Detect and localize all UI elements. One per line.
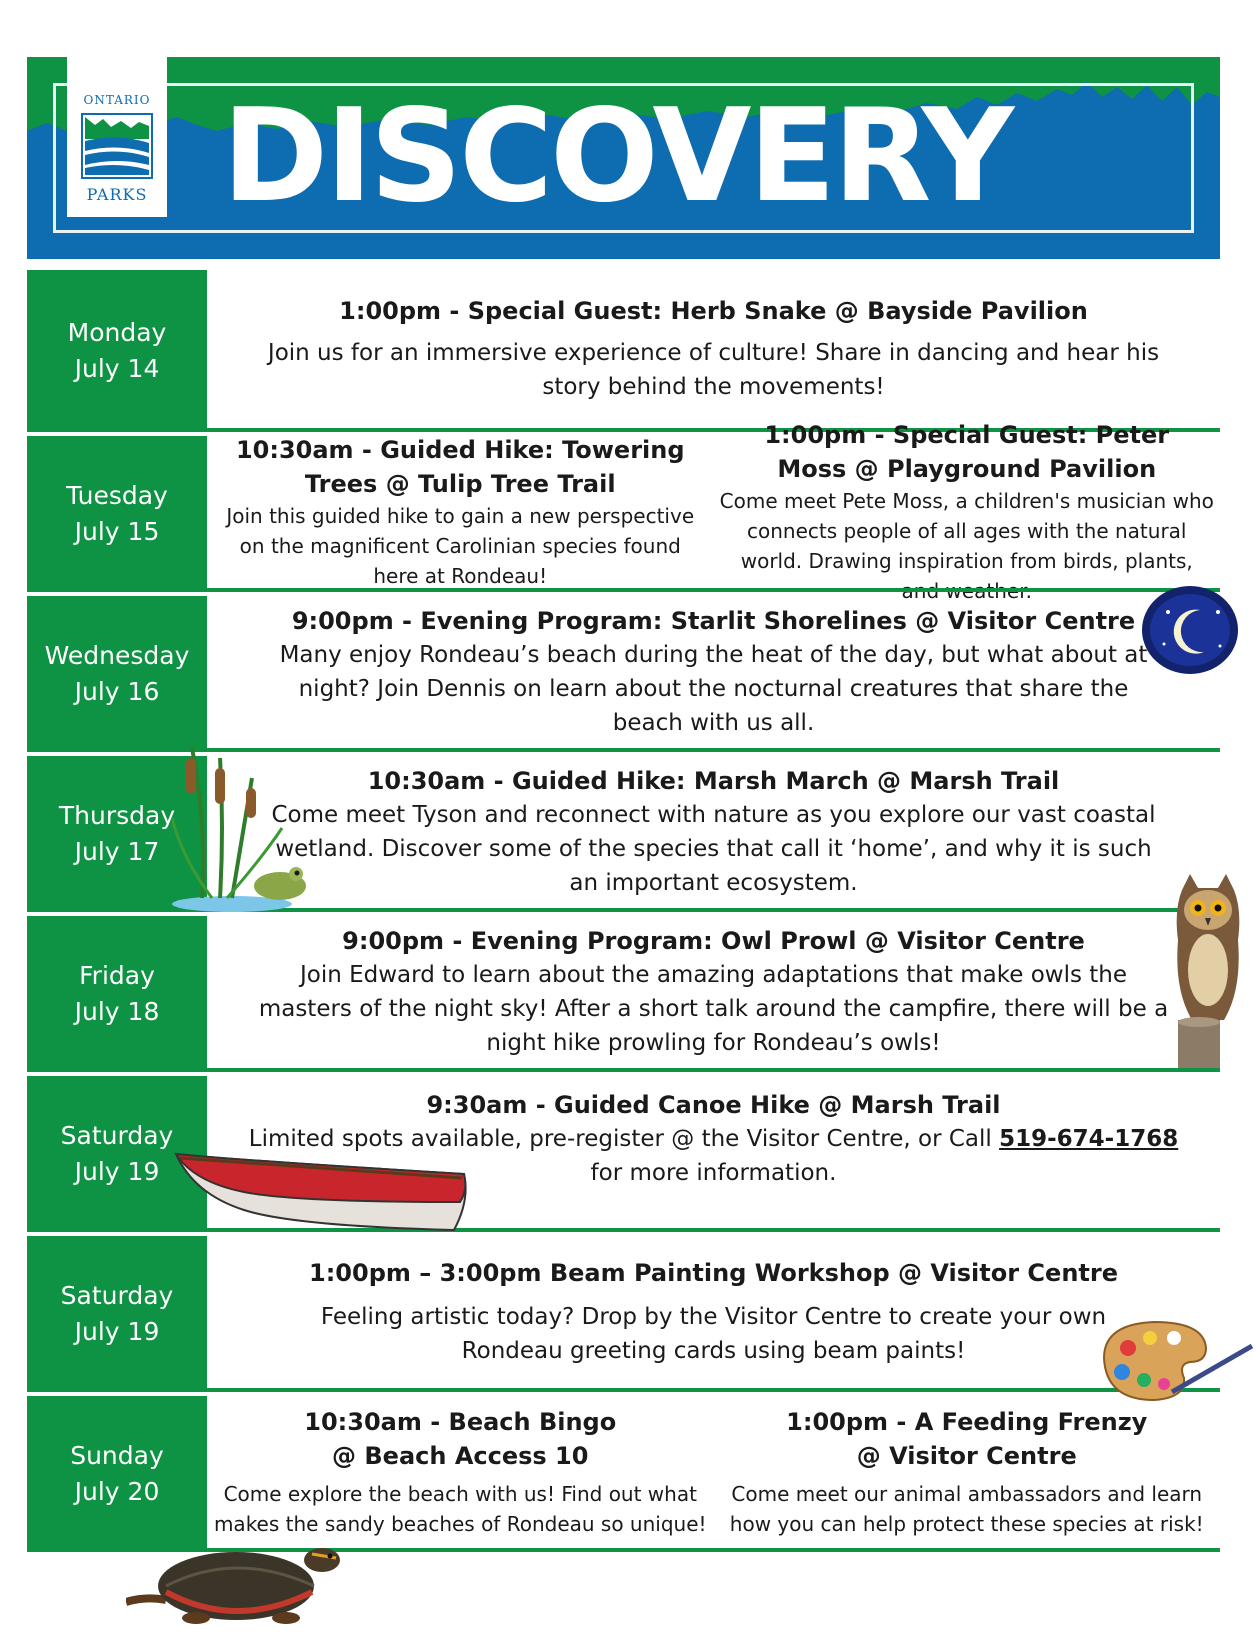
day-label: Saturday <box>60 1121 174 1150</box>
row-divider <box>207 748 1220 752</box>
event-content <box>207 596 1220 748</box>
event-left <box>207 436 714 588</box>
date-label: July 17 <box>74 837 160 866</box>
date-label: July 19 <box>74 1317 160 1346</box>
day-label: Monday <box>67 318 167 347</box>
event-content <box>207 756 1220 908</box>
event-title: 9:30am - Guided Canoe Hike @ Marsh Trail <box>426 1091 1001 1119</box>
logo-mark-icon <box>81 113 153 179</box>
event-title: 10:30am - Guided Hike: Marsh March @ Marsh Trail <box>367 767 1060 795</box>
row-divider <box>207 1548 1220 1552</box>
date-label: July 19 <box>74 1157 160 1186</box>
schedule-row-tuesday <box>27 421 1220 592</box>
event-title: 1:00pm - Special Guest: Herb Snake @ Bayside Pavilion <box>339 297 1088 325</box>
phone-link[interactable]: 519-674-1768 <box>999 1126 1179 1152</box>
event-description: Come meet our animal ambassadors and learn how you can help protect these species at risk! <box>729 1482 1204 1536</box>
event-description: Come meet Tyson and reconnect with nature as you explore our vast coastal wetland. Discover some of the species that call it ‘home’, and why it is such an important ecosystem. <box>271 802 1156 896</box>
event-title: 1:00pm – 3:00pm Beam Painting Workshop @ Visitor Centre <box>309 1259 1118 1287</box>
date-cell <box>27 436 207 592</box>
canoe-icon <box>174 1150 474 1234</box>
event-title: 9:00pm - Evening Program: Starlit Shorelines @ Visitor Centre <box>291 607 1136 635</box>
schedule-row-saturday-painting <box>27 1236 1220 1392</box>
date-cell <box>27 1396 207 1552</box>
description-text: Limited spots available, pre-register @ the Visitor Centre, or Call <box>248 1126 992 1152</box>
event-right <box>714 1396 1221 1548</box>
schedule-row-wednesday <box>27 596 1220 752</box>
event-description: Come meet Pete Moss, a children's musician who connects people of all ages with the natural world. Drawing inspiration from birds, plants, <box>719 489 1214 573</box>
event-title: 1:00pm - Special Guest: Peter Moss @ Playground Pavilion <box>764 421 1170 483</box>
logo-top-text: ONTARIO <box>83 93 151 107</box>
event-title: 1:00pm - A Feeding Frenzy @ Visitor Centre <box>786 1408 1148 1470</box>
paint-palette-icon <box>1094 1318 1254 1404</box>
schedule-row-monday <box>27 270 1220 432</box>
date-label: July 20 <box>74 1477 160 1506</box>
date-cell <box>27 270 207 432</box>
event-title: 10:30am - Beach Bingo @ Beach Access 10 <box>304 1408 617 1470</box>
date-label: July 18 <box>74 997 160 1026</box>
event-title: 9:00pm - Evening Program: Owl Prowl @ Visitor Centre <box>342 927 1085 955</box>
day-label: Friday <box>79 961 155 990</box>
ontario-parks-logo <box>67 57 167 217</box>
logo-bottom-text: PARKS <box>86 185 148 204</box>
row-divider <box>207 588 1220 592</box>
date-label: July 14 <box>74 354 160 383</box>
day-label: Sunday <box>70 1441 164 1470</box>
date-label: July 15 <box>74 517 160 546</box>
event-description: Join us for an immersive experience of culture! Share in dancing and hear his story behind the movements! <box>267 340 1160 400</box>
event-description: Feeling artistic today? Drop by the Visitor Centre to create your own Rondeau greeting cards using beam paints! <box>320 1304 1107 1364</box>
event-left <box>207 1396 714 1548</box>
event-columns <box>207 421 1220 588</box>
event-content <box>207 270 1220 428</box>
row-divider <box>207 1068 1220 1072</box>
turtle-icon <box>126 1530 346 1630</box>
event-description: Join Edward to learn about the amazing adaptations that make owls the masters of the night sky! After a short talk around the campfire, there will be a night hike prowling for Rondeau’s owls! <box>258 962 1169 1056</box>
schedule-row-sunday <box>27 1396 1220 1552</box>
date-label: July 16 <box>74 677 160 706</box>
schedule-row-friday <box>27 916 1220 1072</box>
date-cell <box>27 596 207 752</box>
day-label: Saturday <box>60 1281 174 1310</box>
header-banner <box>27 57 1220 259</box>
event-columns <box>207 1396 1220 1548</box>
day-label: Wednesday <box>44 641 190 670</box>
cattail-frog-icon <box>172 738 322 914</box>
event-description: Come explore the beach with us! Find out what makes the sandy beaches of Rondeau so unique! <box>213 1482 707 1536</box>
owl-icon <box>1168 870 1248 1070</box>
date-cell <box>27 916 207 1072</box>
page-title: DISCOVERY <box>222 82 1012 231</box>
event-right <box>714 421 1221 588</box>
day-label: Thursday <box>58 801 176 830</box>
event-content <box>207 916 1220 1068</box>
description-text: for more information. <box>590 1160 837 1186</box>
row-divider <box>207 1388 1220 1392</box>
row-divider <box>207 908 1220 912</box>
event-description: Join this guided hike to gain a new perspective on the magnificent Carolinian species found here at Rondeau! <box>226 504 695 588</box>
event-title: 10:30am - Guided Hike: Towering Trees @ Tulip Tree Trail <box>235 436 685 498</box>
event-content <box>207 1236 1220 1388</box>
day-label: Tuesday <box>66 481 168 510</box>
event-description: Many enjoy Rondeau’s beach during the heat of the day, but what about at night? Join Dennis on learn about the nocturnal creatures that share the beach with us all. <box>279 642 1148 736</box>
date-cell <box>27 1236 207 1392</box>
moon-icon <box>1140 582 1240 678</box>
